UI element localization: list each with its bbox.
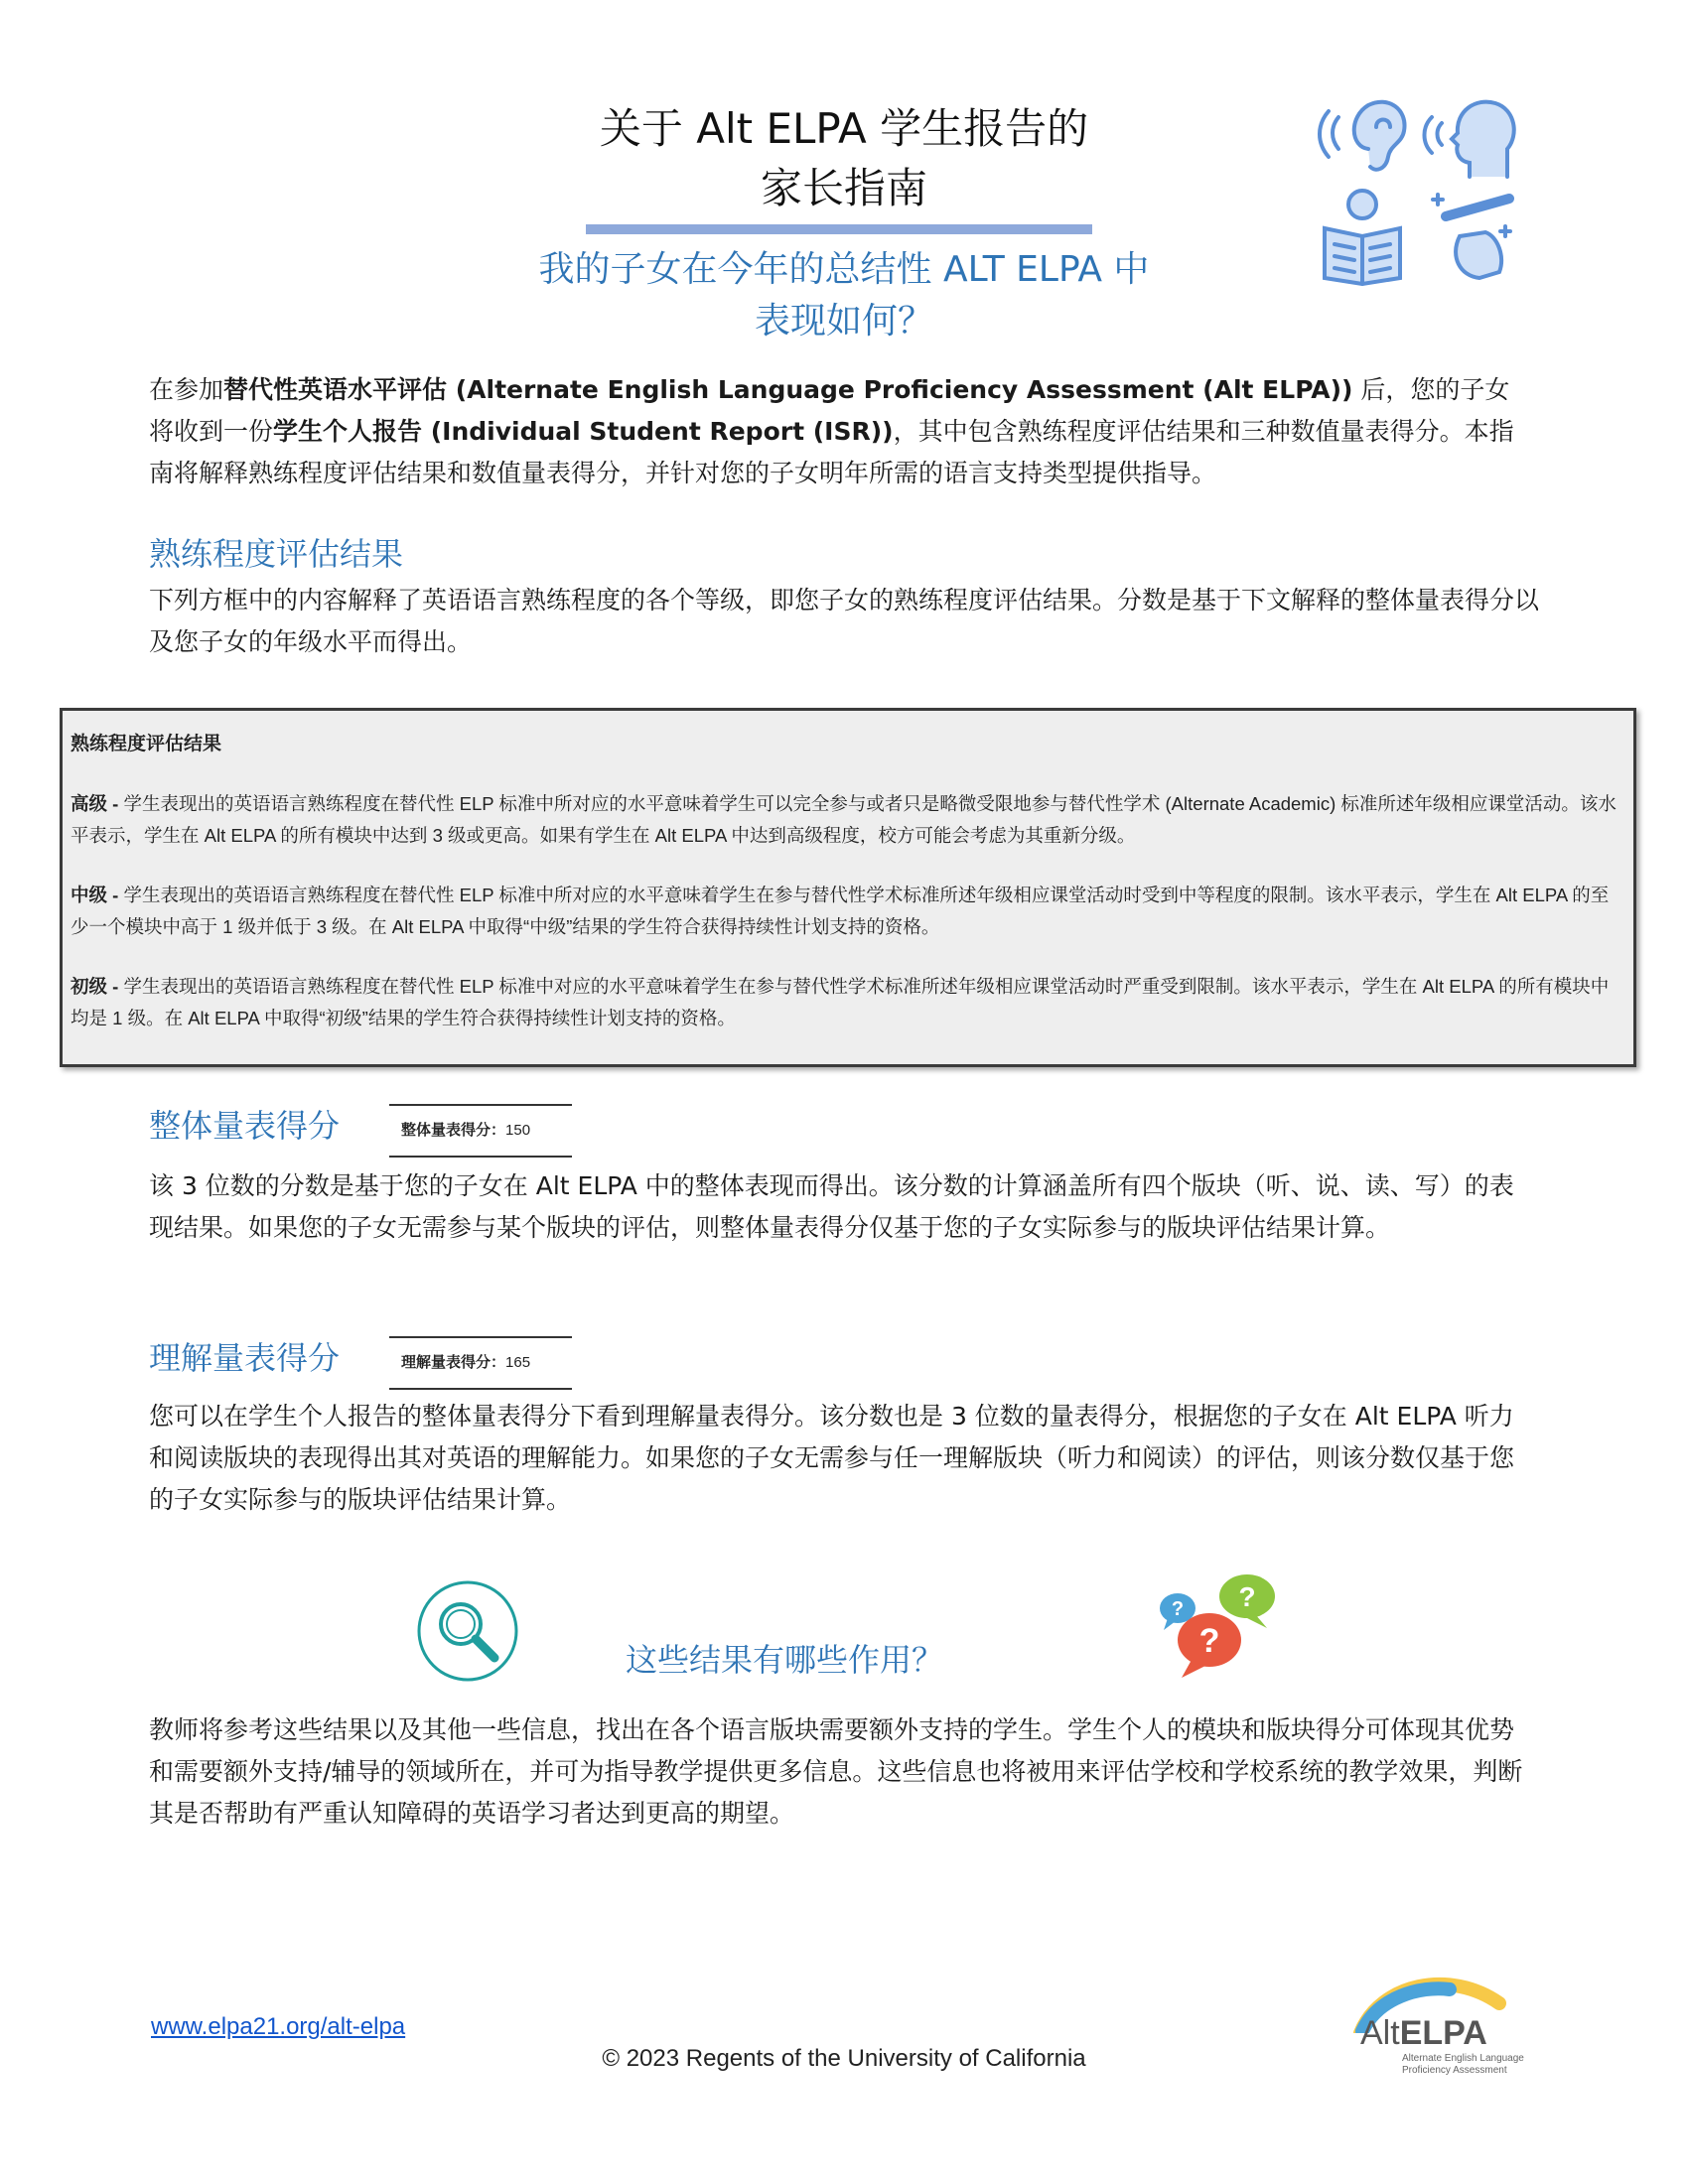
comprehension-score-sample-box [389,1336,572,1390]
language-domain-icons [1311,87,1529,286]
listening-icon [1320,102,1405,170]
intro-paragraph [149,369,1529,494]
proficiency-heading: 熟练程度评估结果 [149,535,404,573]
writing-icon [1433,195,1510,278]
comprehension-score-label: 理解量表得分： [401,1354,506,1371]
overall-score-description: 该 3 位数的分数是基于您的子女在 Alt ELPA 中的整体表现而得出。该分数的计算涵盖所有四个版块（听、说、读、写）的表现结果。如果您的子女无需参与某个版块的评估，则整体量表得分仅基于您的子女实际参与的版块评估结果计算。 [149,1171,1514,1242]
svg-text:?: ? [1238,1581,1256,1612]
svg-text:?: ? [1198,1622,1220,1660]
level-text: 学生表现出的英语语言熟练程度在替代性 ELP 标准中所对应的水平意味着学生在参与替代性学术标准所述年级相应课堂活动时受到中等程度的限制。该水平表示，学生在 Alt ELPA 的至少一个模块中高于 1 级并低于 3 级。在 Alt ELPA 中取得“中级”结果的学生符合获得持续性计划支持的资格。 [70,885,1610,937]
intro-bold-isr: 学生个人报告 (Individual Student Report (ISR)) [273,417,894,446]
level-sep: - [107,976,124,997]
page-subtitle [427,244,1261,347]
logo-tagline-line2: Proficiency Assessment [1402,2065,1507,2076]
proficiency-description: 下列方框中的内容解释了英语语言熟练程度的各个等级，即您子女的熟练程度评估结果。分数是基于下文解释的整体量表得分以及您子女的年级水平而得出。 [149,586,1540,656]
alt-elpa-logo [1350,1974,1549,2083]
proficiency-levels-box [60,708,1636,1067]
usage-description: 教师将参考这些结果以及其他一些信息，找出在各个语言版块需要额外支持的学生。学生个人的模块和版块得分可体现其优势和需要额外支持/辅导的领域所在，并可为指导教学提供更多信息。这些信息也将被用来评估学校和学校系统的教学效果，判断其是否帮助有严重认知障碍的英语学习者达到更高的期望。 [149,1715,1523,1828]
overall-score-label: 整体量表得分： [401,1122,506,1139]
level-text: 学生表现出的英语语言熟练程度在替代性 ELP 标准中所对应的水平意味着学生可以完全参与或者只是略微受限地参与替代性学术 (Alternate Academic) 标准所述年级相应课堂活动。该水平表示，学生在 Alt ELPA 的所有模块中达到 3 级或更高。如果有学生在 Alt ELPA 中达到高级程度，校方可能会考虑为其重新分级。 [70,793,1617,846]
intro-text-1: 在参加 [149,375,224,404]
usage-heading: 这些结果有哪些作用？ [626,1641,944,1679]
level-beginning [70,971,1623,1034]
level-intermediate [70,880,1623,943]
level-advanced [70,788,1623,852]
overall-score-heading: 整体量表得分 [149,1107,341,1145]
level-sep: - [107,793,124,814]
title-divider [586,224,1092,234]
level-text: 学生表现出的英语语言熟练程度在替代性 ELP 标准中对应的水平意味着学生在参与替代性学术标准所述年级相应课堂活动时严重受到限制。该水平表示，学生在 Alt ELPA 的所有模块中均是 1 级。在 Alt ELPA 中取得“初级”结果的学生符合获得持续性计划支持的资格。 [70,976,1610,1028]
logo-tagline [1402,2053,1524,2077]
intro-bold-alt-elpa: 替代性英语水平评估 (Alternate English Language Proficiency Assessment (Alt ELPA)) [223,375,1353,404]
title-line-1: 关于 Alt ELPA 学生报告的 [599,104,1089,153]
title-line-2: 家长指南 [760,164,927,212]
proficiency-box-title: 熟练程度评估结果 [70,734,222,754]
overall-score-sample-box [389,1104,572,1158]
logo-text-elpa: ELPA [1399,2014,1487,2052]
intro-text-3: ，其中包含熟练程度评估结果和三种数值量表得分。本指南将解释熟练程度评估结果和数值量表得分，并针对您的子女明年所需的语言支持类型提供指导。 [149,417,1514,487]
comprehension-score-description: 您可以在学生个人报告的整体量表得分下看到理解量表得分。该分数也是 3 位数的量表得分，根据您的子女在 Alt ELPA 听力和阅读版块的表现得出其对英语的理解能力。如果您的子女无需参与任一理解版块（听力和阅读）的评估，则该分数仅基于您的子女实际参与的版块评估结果计算。 [149,1402,1515,1514]
intro-text-2: 后，您的子女将收到一份 [149,375,1510,446]
website-link[interactable]: www.elpa21.org/alt-elpa [151,2013,406,2040]
svg-text:?: ? [1171,1598,1185,1620]
question-bubbles-icon [1158,1574,1277,1682]
page-title [496,99,1192,218]
logo-tagline-line1: Alternate English Language [1402,2053,1524,2064]
logo-text-alt: Alt [1360,2014,1400,2052]
level-name: 高级 [70,793,108,814]
level-sep: - [107,885,124,905]
level-name: 中级 [70,885,108,905]
magnifier-icon [415,1578,520,1684]
level-name: 初级 [70,976,108,997]
logo-wordmark [1360,2013,1487,2053]
comprehension-score-heading: 理解量表得分 [149,1339,341,1377]
speaking-icon [1425,102,1514,177]
overall-score-value: 150 [505,1122,531,1139]
comprehension-score-value: 165 [505,1354,531,1371]
subtitle-line-1: 我的子女在今年的总结性 ALT ELPA 中 [538,249,1150,290]
reading-icon [1325,191,1400,284]
subtitle-line-2: 表现如何？ [754,301,933,341]
copyright-notice: © 2023 Regents of the University of California [602,2045,1086,2072]
